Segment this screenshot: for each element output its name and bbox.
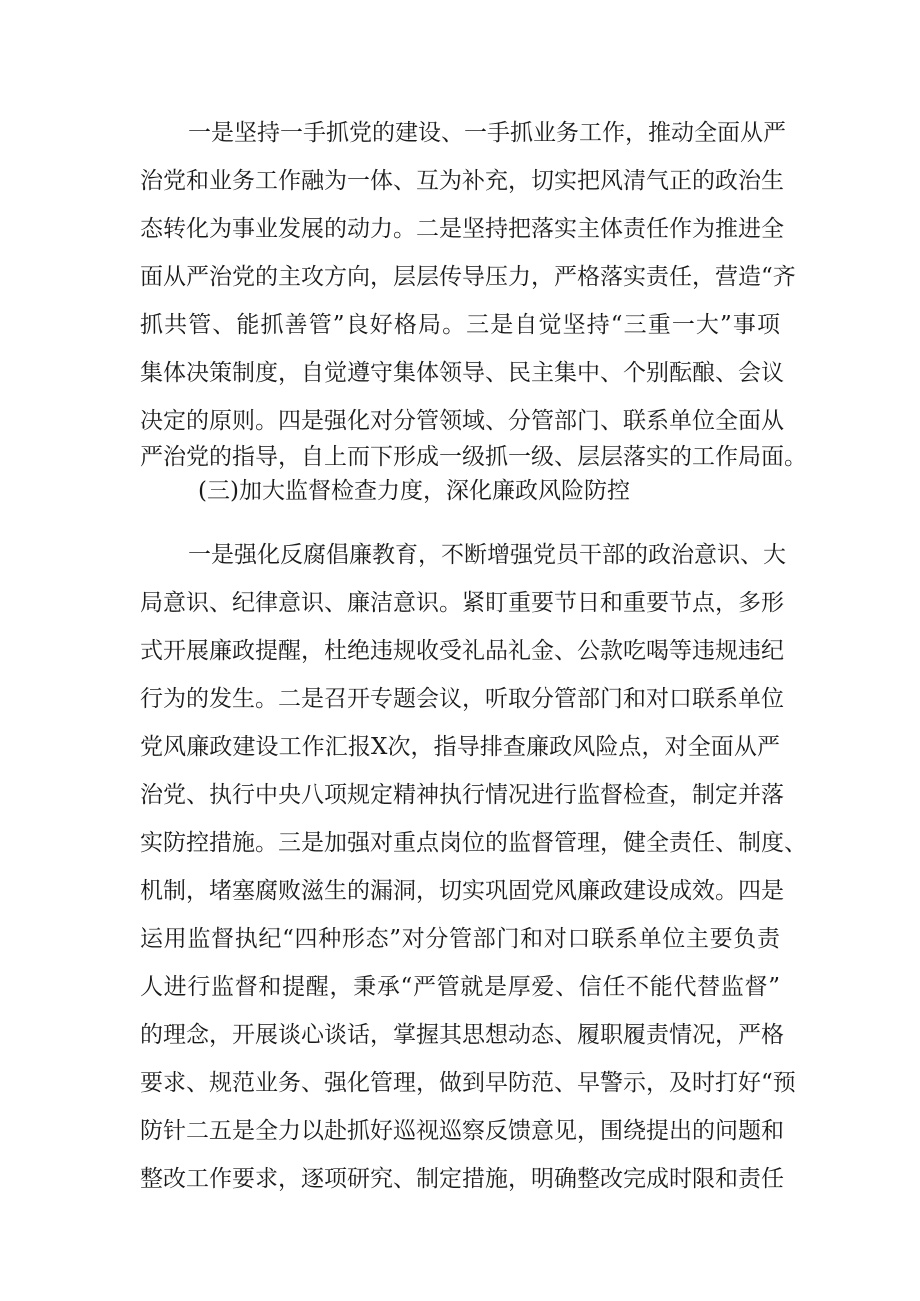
paragraph-line: 一是坚持一手抓党的建设、一手抓业务工作，推动全面从严 <box>188 120 786 146</box>
paragraph-line: 抓共管、能抓善管”良好格局。三是自觉坚持“三重一大”事项 <box>140 312 780 338</box>
paragraph-line: 防针二五是全力以赴抓好巡视巡察反馈意见，围绕提出的问题和 <box>140 1118 784 1144</box>
paragraph-line: 面从严治党的主攻方向，层层传导压力，严格落实责任，营造“齐 <box>140 264 796 290</box>
paragraph-line: 态转化为事业发展的动力。二是坚持把落实主体责任作为推进全 <box>140 216 784 242</box>
paragraph-line: 机制，堵塞腐败滋生的漏洞，切实巩固党风廉政建设成效。四是 <box>140 878 784 904</box>
paragraph-line: 集体决策制度，自觉遵守集体领导、民主集中、个别酝酿、会议 <box>140 360 784 386</box>
paragraph-line: 治党和业务工作融为一体、互为补充，切实把风清气正的政治生 <box>140 168 784 194</box>
section-heading: (三)加大监督检查力度，深化廉政风险防控 <box>198 478 630 504</box>
paragraph-line: 的理念，开展谈心谈话，掌握其思想动态、履职履责情况，严格 <box>140 1022 784 1048</box>
paragraph-line: 行为的发生。二是召开专题会议，听取分管部门和对口联系单位 <box>140 686 784 712</box>
paragraph-line: 运用监督执纪“四种形态”对分管部门和对口联系单位主要负责 <box>140 926 780 952</box>
paragraph-line: 治党、执行中央八项规定精神执行情况进行监督检查，制定并落 <box>140 782 784 808</box>
paragraph-line: 人进行监督和提醒，秉承“严管就是厚爱、信任不能代替监督” <box>140 974 780 1000</box>
paragraph-line: 决定的原则。四是强化对分管领域、分管部门、联系单位全面从 <box>140 408 784 434</box>
paragraph-line: 党风廉政建设工作汇报X次，指导排查廉政风险点，对全面从严 <box>140 734 780 760</box>
paragraph-line: 实防控措施。三是加强对重点岗位的监督管理，健全责任、制度、 <box>140 830 807 856</box>
paragraph-line: 要求、规范业务、强化管理，做到早防范、早警示，及时打好“预 <box>140 1070 796 1096</box>
paragraph-line: 局意识、纪律意识、廉洁意识。紧盯重要节日和重要节点，多形 <box>140 590 784 616</box>
paragraph-line: 式开展廉政提醒，杜绝违规收受礼品礼金、公款吃喝等违规违纪 <box>140 638 784 664</box>
paragraph-line: 一是强化反腐倡廉教育，不断增强党员干部的政治意识、大 <box>188 542 786 568</box>
paragraph-line: 严治党的指导，自上而下形成一级抓一级、层层落实的工作局面。 <box>140 444 807 470</box>
paragraph-line: 整改工作要求，逐项研究、制定措施，明确整改完成时限和责任 <box>140 1166 784 1192</box>
